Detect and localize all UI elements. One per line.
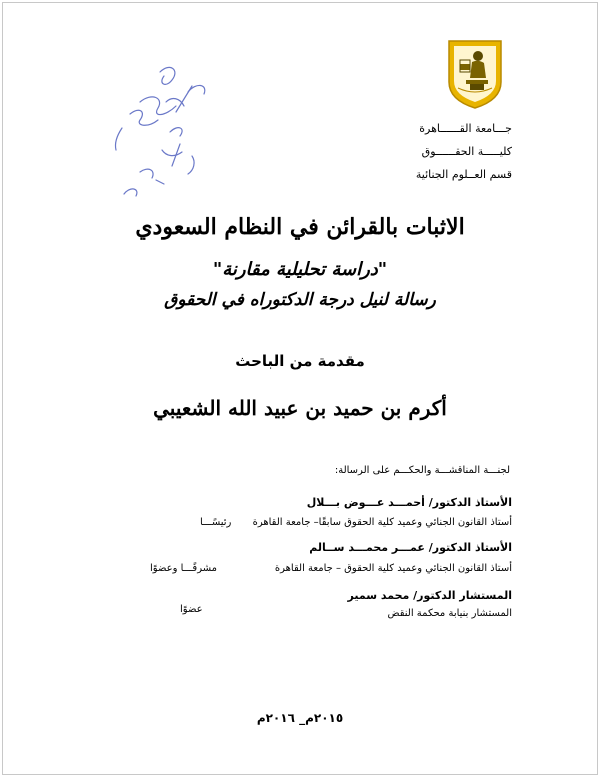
university-logo [446,38,504,110]
committee-member-description: المستشار بنيابة محكمة النقض [387,608,512,619]
thesis-title: الاثبات بالقرائن في النظام السعودي [135,214,465,240]
thesis-subtitle: "دراسة تحليلية مقارنة" [212,259,388,280]
committee-member-name: الأستاذ الدكتور/ أحمـــد عـــوض بـــلال [306,496,512,509]
handwritten-signature-icon [100,62,220,212]
signature [100,62,220,212]
department-name: قسم العــلوم الجنائية [415,168,512,181]
cairo-university-emblem-icon [446,38,504,110]
committee-member-name: الأستاذ الدكتور/ عمـــر محمـــد ســالم [309,541,512,554]
committee-member-role: مشرفًـــا وعضوًا [150,563,218,574]
committee-member-role: عضوًا [180,604,203,615]
academic-year: ٢٠١٥م_ ٢٠١٦م [256,711,344,725]
faculty-name: كليـــــة الحقــــــوق [421,145,512,158]
author-name: أكرم بن حميد بن عبيد الله الشعيبي [153,396,447,420]
university-name: جـــامعة القــــــاهرة [419,122,512,135]
presented-by: مقدمة من الباحث [235,352,365,370]
committee-member-description: أستاذ القانون الجنائي وعميد كلية الحقوق سابقًا– جامعة القاهرة [252,517,512,528]
degree-statement: رسالة لنيل درجة الدكتوراه في الحقوق [164,290,436,310]
committee-member-name: المستشار الدكتور/ محمد سمير [347,589,512,602]
committee-member-description: أستاذ القانون الجنائي وعميد كلية الحقوق – جامعة القاهرة [274,563,512,574]
page-border [2,2,598,775]
committee-heading: لجنـــة المناقشـــة والحكـــم على الرسالة: [334,465,510,476]
committee-member-role: رئيسًـــا [200,517,232,528]
